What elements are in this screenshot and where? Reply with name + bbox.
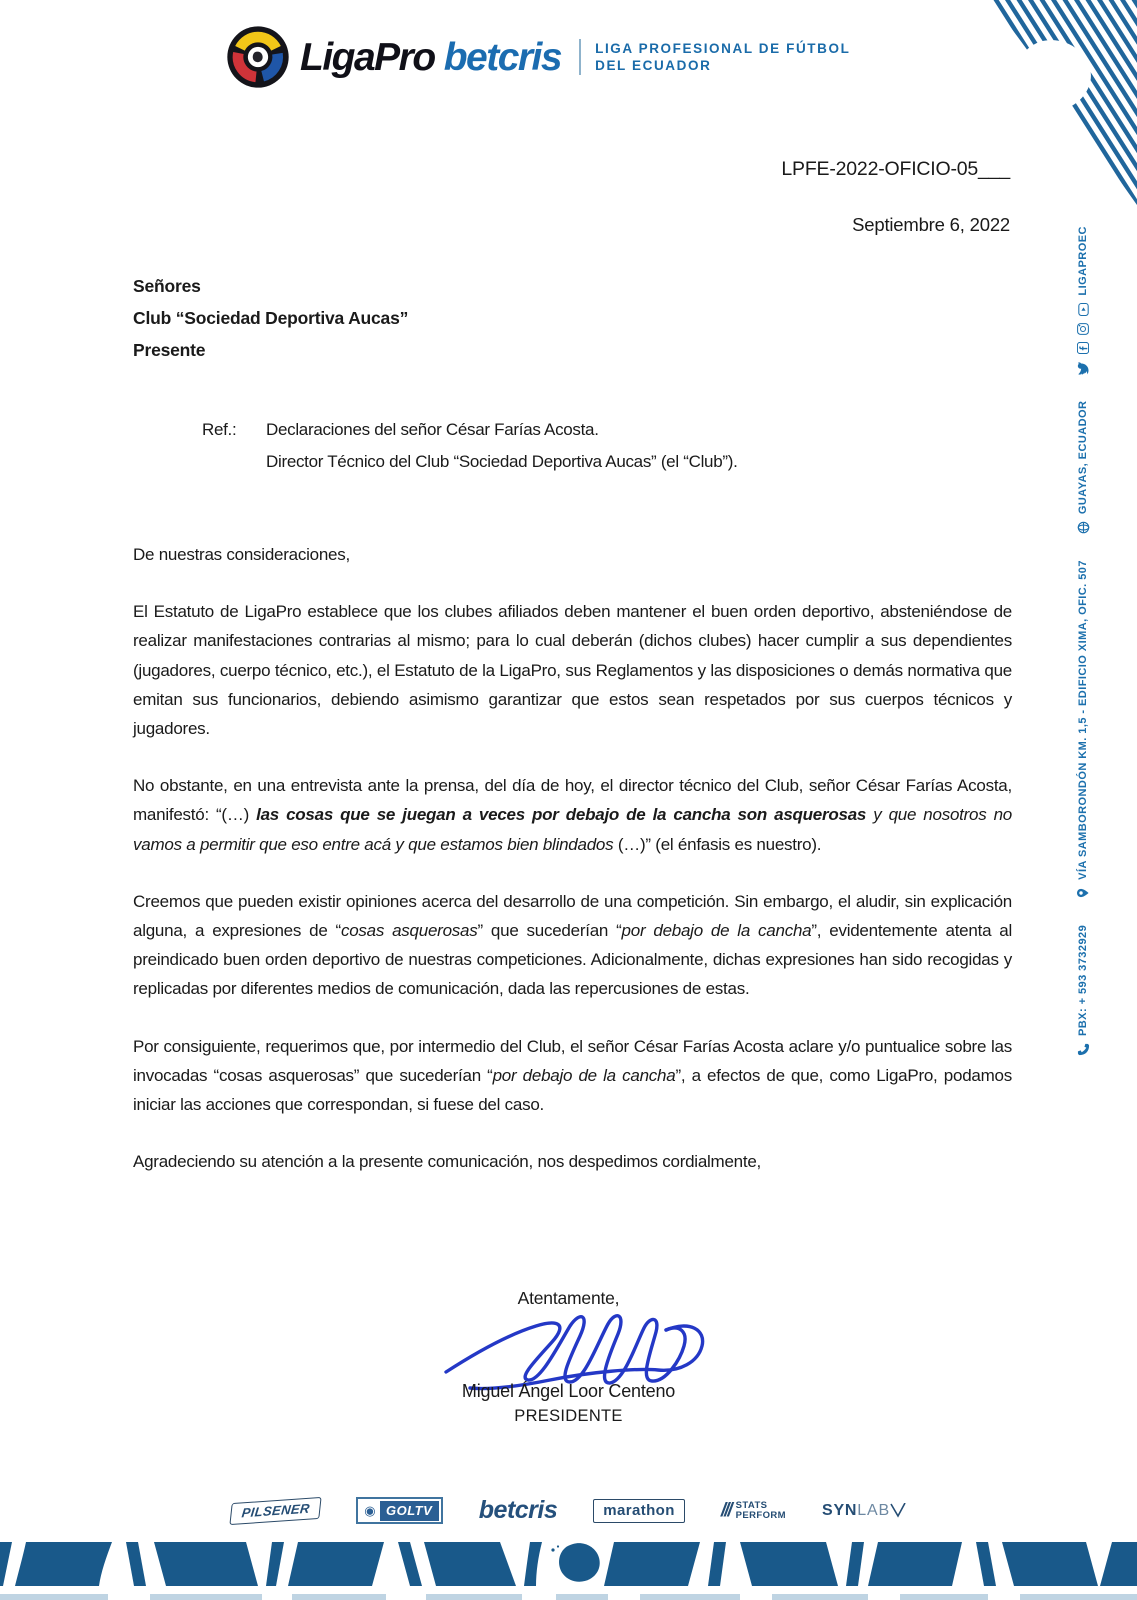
logo-tagline [595, 40, 850, 74]
paragraph [133, 887, 1012, 1004]
twitter-icon [1077, 361, 1089, 375]
ecuador-map-cutout [1013, 40, 1091, 111]
phone-icon [1077, 1043, 1090, 1056]
reference-line1: Declaraciones del señor César Farías Acosta. [266, 420, 599, 439]
sidebar-address: VÍA SAMBORONDÓN KM. 1,5 - EDIFICIO XIMA, OFIC. 507 [1077, 560, 1089, 880]
paragraph [133, 771, 1012, 859]
youtube-icon [1078, 303, 1089, 316]
text-segment: No obstante, en una entrevista ante la prensa, del día de hoy, el director técnico del Club, señor César Farías Acosta, manifestó: “(…) [133, 776, 1012, 825]
goltv-logo [356, 1497, 442, 1524]
addressee-line3: Presente [133, 340, 206, 360]
goltv-text: GOLTV [380, 1501, 439, 1521]
synlab-logo [822, 1502, 906, 1520]
instagram-icon [1077, 323, 1089, 335]
goltv-circle-icon: ◉ [360, 1501, 380, 1520]
text-segment: Creemos que pueden existir opiniones acerca del desarrollo de una competición. Sin embargo, el aludir, sin explicación alguna, a expresiones de “ [133, 891, 1012, 941]
sidebar-phone: PBX: + 593 3732929 [1077, 924, 1089, 1036]
marathon-logo: marathon [593, 1499, 685, 1523]
sidebar-location: GUAYAS, ECUADOR [1077, 400, 1089, 515]
text-segment: Por consiguiente, requerimos que, por intermedio del Club, el señor César Farías Acosta aclare y/o puntualice sobre las invocadas “cosas asquerosas” que sucederían “ [133, 1036, 1012, 1085]
closing: Atentamente, [517, 1288, 620, 1308]
stats-perform-logo [721, 1500, 786, 1522]
salutation: De nuestras consideraciones, [133, 545, 350, 564]
logo-divider [579, 39, 581, 75]
paragraph [133, 1147, 1012, 1176]
letter-date: Septiembre 6, 2022 [852, 214, 1010, 235]
contact-sidebar-row [1070, 226, 1096, 1056]
synlab-lab: LAB [857, 1501, 890, 1519]
paragraph [133, 597, 1012, 743]
betcris-logo: betcris [478, 1496, 558, 1524]
text-segment: por debajo de la cancha [621, 921, 812, 941]
text-segment: las cosas que se juegan a veces por debajo de la cancha son asquerosas [256, 805, 867, 825]
letter-body [133, 540, 1012, 1204]
reference-lines [266, 414, 738, 478]
paragraph [133, 1032, 1012, 1120]
header-logo [226, 22, 850, 92]
text-segment: por debajo de la cancha [492, 1065, 676, 1085]
sponsor-logos-row [0, 1496, 1137, 1525]
bottom-band-decoration [0, 1538, 1137, 1600]
stats-line2: PERFORM [735, 1509, 786, 1521]
tagline-line1: LIGA PROFESIONAL DE FÚTBOL [595, 41, 851, 56]
reference-label: Ref.: [202, 420, 237, 439]
text-segment: y que nosotros no vamos a permitir que eso entre acá y que estamos bien blindados [133, 805, 1012, 854]
letter-paragraphs [133, 597, 1012, 1176]
text-segment: ”, a efectos de que, como LigaPro, podamos iniciar las acciones que correspondan, si fuese del caso. [133, 1065, 1012, 1115]
text-segment: El Estatuto de LigaPro establece que los clubes afiliados deben mantener el buen orden deportivo, absteniéndose de realizar manifestaciones contrarias al mismo; para lo cual deberán (dichos clubes) hacer cumplir a sus dependientes (jugadores, cuerpo técnico, etc.), el Estatuto de la LigaPro, sus Reglamentos y las disposiciones o demás normativa que emitan sus funcionarios, debiendo asimismo garantizar que estos sean respetados por sus cuerpos técnicos y jugadores. [133, 602, 1012, 739]
addressee-line1: Señores [133, 276, 201, 296]
text-segment: ”, evidentemente atenta al preindicado buen orden deportivo de nuestras competiciones. Adicionalmente, dichas expresiones han sido recogidas y replicadas por diferentes medios de comunicación, dada las repercusiones de estas. [133, 921, 1012, 999]
addressee-line2: Club “Sociedad Deportiva Aucas” [133, 308, 409, 328]
stats-perform-slashes-icon: /// [720, 1499, 731, 1521]
facebook-icon [1077, 342, 1089, 354]
synlab-syn: SYN [821, 1501, 858, 1519]
reference-line2: Director Técnico del Club “Sociedad Deportiva Aucas” (el “Club”). [266, 452, 738, 471]
text-segment: (…)” (el énfasis es nuestro). [613, 834, 822, 854]
stats-line1: STATS [735, 1500, 768, 1511]
text-segment: cosas asquerosas [340, 921, 478, 941]
ligapro-badge-icon [226, 25, 290, 89]
text-segment: Agradeciendo su atención a la presente comunicación, nos despedimos cordialmente, [133, 1152, 762, 1172]
signatory-title: PRESIDENTE [514, 1407, 623, 1425]
logo-text-betcris: betcris [443, 35, 562, 79]
logo-text-ligapro: LigaPro [300, 35, 435, 79]
tagline-line2: DEL ECUADOR [595, 58, 712, 73]
pilsener-logo: PILSENER [229, 1496, 322, 1524]
addressee-block [133, 270, 408, 366]
subject-reference-block [202, 414, 738, 478]
location-pin-icon [1076, 887, 1090, 899]
sidebar-social-handle: LIGAPROEC [1077, 226, 1089, 296]
document-reference-number: LPFE-2022-OFICIO-05___ [781, 158, 1010, 180]
signatory-name: Miguel Ángel Loor Centeno [461, 1381, 676, 1401]
synlab-check-icon [890, 1503, 906, 1518]
globe-icon [1077, 521, 1090, 534]
text-segment: ” que sucederían “ [477, 921, 622, 941]
